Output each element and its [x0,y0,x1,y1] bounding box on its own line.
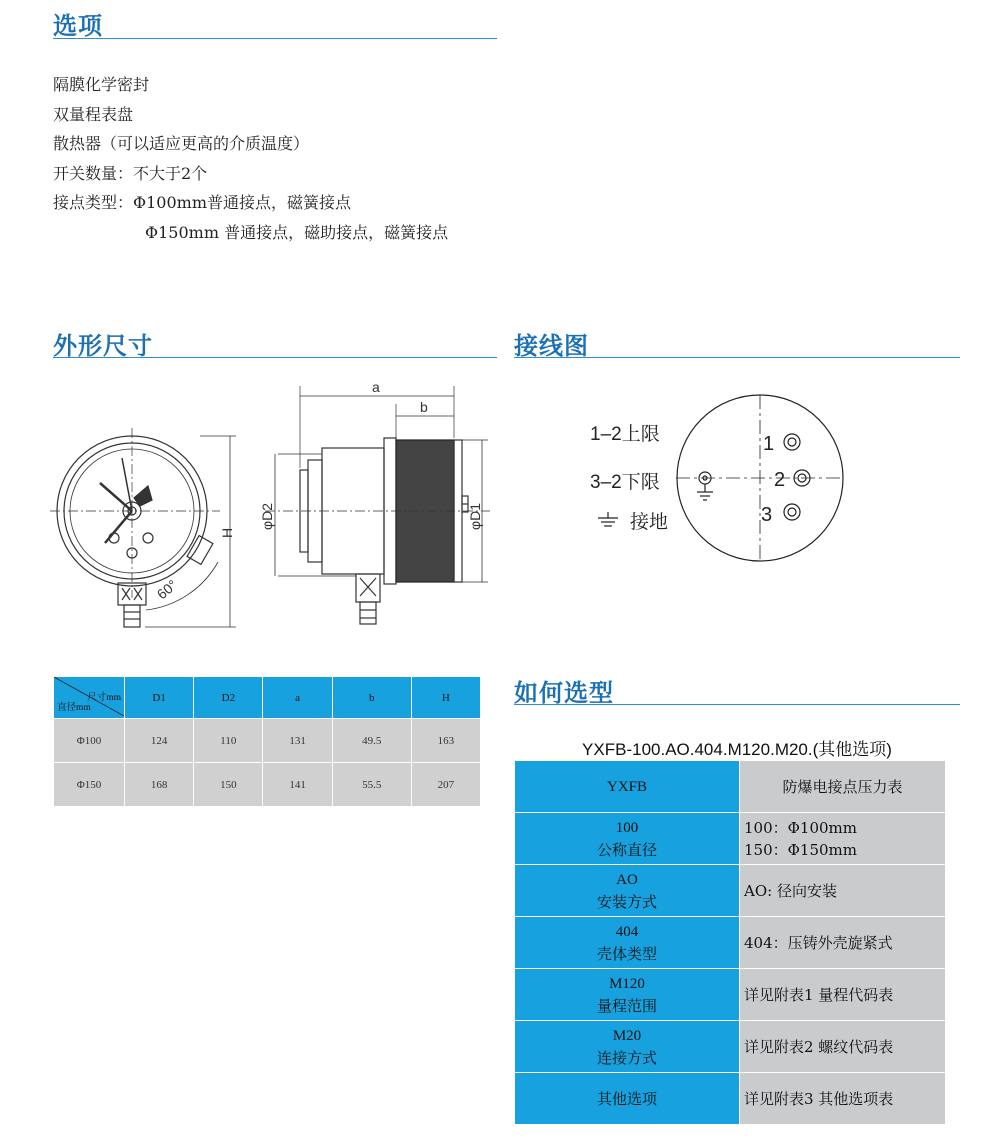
table-row [54,719,481,763]
table-header-cell: D2 [194,677,263,719]
model-desc-cell: 100：Φ100mm 150：Φ150mm [740,813,946,865]
table-cell: 163 [411,719,480,763]
dim-label-d2: φD2 [259,503,275,530]
dim-label-b: b [420,399,428,415]
terminal-label-1: 1 [763,433,775,455]
table-cell: 55.5 [332,763,411,807]
table-row [515,761,946,813]
wiring-legend-upper: 1–2上限 [590,424,660,445]
section-title-options: 选项 [53,12,103,40]
model-code-cell: YXFB [515,761,740,813]
table-cell: 49.5 [332,719,411,763]
model-code-cell: 100 公称直径 [515,813,740,865]
table-row-label: Φ100 [54,719,125,763]
terminal-label-2: 2 [774,469,786,491]
table-row [515,813,946,865]
table-row [515,969,946,1021]
model-desc-cell: 防爆电接点压力表 [740,761,946,813]
wiring-diagram [580,390,850,570]
model-desc-cell: 404：压铸外壳旋紧式 [740,917,946,969]
options-item: Φ150mm 普通接点，磁助接点，磁簧接点 [145,222,449,242]
table-header-cell: a [263,677,332,719]
table-cell: 168 [125,763,194,807]
table-row [515,1021,946,1073]
model-code-cell: AO 安装方式 [515,865,740,917]
section-divider [53,357,497,358]
table-cell: 141 [263,763,332,807]
model-desc-cell: AO: 径向安装 [740,865,946,917]
section-title-wiring: 接线图 [514,332,589,360]
terminal-label-3: 3 [761,504,773,526]
section-title-dimensions: 外形尺寸 [53,332,153,360]
model-desc-cell: 详见附表1 量程代码表 [740,969,946,1021]
table-row [515,917,946,969]
options-list [53,70,448,247]
wiring-legend-lower: 3–2下限 [590,472,660,493]
dim-label-a: a [372,379,380,395]
model-desc-cell: 详见附表3 其他选项表 [740,1073,946,1125]
options-item: 隔膜化学密封 [53,75,150,94]
dim-label-angle: 60° [153,576,181,603]
dimension-table [53,676,481,807]
dimension-drawing [50,378,500,648]
ground-icon [598,512,618,526]
table-cell: 207 [411,763,480,807]
dim-label-h: H [219,527,235,538]
model-desc-cell: 详见附表2 螺纹代码表 [740,1021,946,1073]
model-table [514,760,946,1125]
corner-label-diameter: 直径mm [57,703,91,713]
table-row [515,865,946,917]
table-header-cell: D1 [125,677,194,719]
options-item: 双量程表盘 [53,104,134,124]
wiring-legend-ground: 接地 [630,512,669,533]
model-code: YXFB-100.AO.404.M120.M20.(其他选项) [582,740,892,759]
table-row-label: Φ150 [54,763,125,807]
options-item: 开关数量：不大于2个 [53,163,208,183]
table-cell: 150 [194,763,263,807]
section-divider [514,357,960,358]
table-header-cell: H [411,677,480,719]
table-cell: 131 [263,719,332,763]
section-divider [514,704,960,705]
section-divider [53,38,497,39]
options-item: 接点类型：Φ100mm普通接点，磁簧接点 [53,193,352,212]
model-code-cell: 其他选项 [515,1073,740,1125]
corner-label-size: 尺寸mm [87,693,121,703]
dim-label-d1: φD1 [467,503,483,530]
table-header-cell: b [332,677,411,719]
table-cell: 124 [125,719,194,763]
table-corner-cell [54,677,125,719]
table-cell: 110 [194,719,263,763]
section-title-selection: 如何选型 [514,679,614,707]
options-item: 散热器（可以适应更高的介质温度） [53,134,310,153]
model-code-cell: 404 壳体类型 [515,917,740,969]
table-row [515,1073,946,1125]
table-row [54,763,481,807]
table-header-row [54,677,481,719]
model-code-cell: M120 量程范围 [515,969,740,1021]
model-code-cell: M20 连接方式 [515,1021,740,1073]
